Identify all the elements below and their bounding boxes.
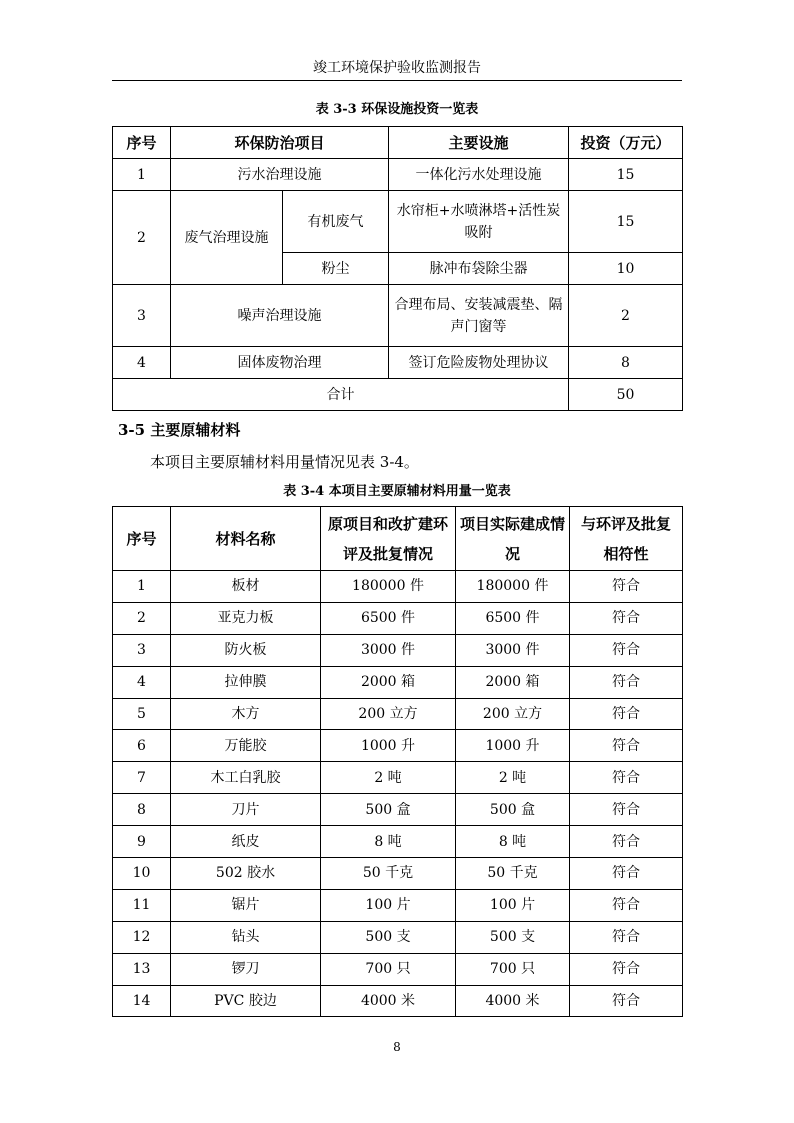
cell-no: 12: [113, 921, 171, 953]
cell-planned: 2000 箱: [321, 666, 456, 698]
cell-no: 14: [113, 985, 171, 1017]
cell-material-name: 纸皮: [171, 826, 321, 858]
cell-compliance: 符合: [570, 985, 683, 1017]
table-row: [113, 858, 683, 890]
cell-no: 4: [113, 347, 171, 379]
cell-material-name: PVC 胶边: [171, 985, 321, 1017]
cell-material-name: 钻头: [171, 921, 321, 953]
environmental-investment-table: [112, 126, 683, 411]
table-row: [113, 285, 683, 347]
cell-material-name: 木方: [171, 698, 321, 730]
header-facility: 主要设施: [389, 127, 569, 159]
cell-project: 废气治理设施: [171, 191, 283, 285]
page-number: 8: [393, 1040, 401, 1054]
header-actual: 项目实际建成情况: [456, 507, 570, 571]
cell-material-name: 万能胶: [171, 730, 321, 762]
cell-planned: 700 只: [321, 953, 456, 985]
header-material-name: 材料名称: [171, 507, 321, 571]
cell-investment: 8: [569, 347, 683, 379]
table-row: [113, 191, 683, 253]
table-3-4-caption: 表 3-4 本项目主要原辅材料用量一览表: [283, 484, 511, 499]
table-row: [113, 571, 683, 603]
header-project: 环保防治项目: [171, 127, 389, 159]
cell-facility: 水帘柜+水喷淋塔+活性炭吸附: [389, 191, 569, 253]
cell-subproject: 粉尘: [283, 253, 389, 285]
cell-no: 2: [113, 191, 171, 285]
cell-facility: 签订危险废物处理协议: [389, 347, 569, 379]
cell-material-name: 亚克力板: [171, 602, 321, 634]
section-heading: 3-5 主要原辅材料: [118, 421, 241, 439]
cell-material-name: 刀片: [171, 794, 321, 826]
cell-planned: 500 盒: [321, 794, 456, 826]
cell-investment: 15: [569, 159, 683, 191]
cell-compliance: 符合: [570, 794, 683, 826]
section-body-text: 本项目主要原辅材料用量情况见表 3-4。: [150, 453, 419, 471]
cell-planned: 200 立方: [321, 698, 456, 730]
cell-material-name: 锯片: [171, 889, 321, 921]
cell-facility: 一体化污水处理设施: [389, 159, 569, 191]
cell-material-name: 锣刀: [171, 953, 321, 985]
table-row: [113, 985, 683, 1017]
header-planned: 原项目和改扩建环评及批复情况: [321, 507, 456, 571]
cell-compliance: 符合: [570, 921, 683, 953]
table-3-3-caption: 表 3-3 环保设施投资一览表: [315, 102, 479, 117]
table-row: [113, 698, 683, 730]
cell-no: 9: [113, 826, 171, 858]
cell-planned: 4000 米: [321, 985, 456, 1017]
table-row: [113, 347, 683, 379]
header-compliance: 与环评及批复相符性: [570, 507, 683, 571]
table-header-row: [113, 127, 683, 159]
cell-no: 1: [113, 571, 171, 603]
cell-planned: 180000 件: [321, 571, 456, 603]
table-row: [113, 730, 683, 762]
cell-subproject: 有机废气: [283, 191, 389, 253]
cell-material-name: 板材: [171, 571, 321, 603]
table-row: [113, 602, 683, 634]
raw-materials-table: [112, 506, 683, 1017]
cell-actual: 500 盒: [456, 794, 570, 826]
cell-planned: 3000 件: [321, 634, 456, 666]
cell-actual: 8 吨: [456, 826, 570, 858]
cell-no: 4: [113, 666, 171, 698]
cell-actual: 4000 米: [456, 985, 570, 1017]
cell-actual: 500 支: [456, 921, 570, 953]
table-row: [113, 794, 683, 826]
cell-material-name: 防火板: [171, 634, 321, 666]
cell-actual: 200 立方: [456, 698, 570, 730]
raw-materials-table-body: [113, 571, 683, 1017]
cell-no: 6: [113, 730, 171, 762]
cell-compliance: 符合: [570, 666, 683, 698]
cell-actual: 1000 升: [456, 730, 570, 762]
table-row: [113, 826, 683, 858]
header-investment: 投资（万元）: [569, 127, 683, 159]
cell-compliance: 符合: [570, 953, 683, 985]
cell-planned: 2 吨: [321, 762, 456, 794]
header-no: 序号: [113, 127, 171, 159]
cell-actual: 50 千克: [456, 858, 570, 890]
cell-no: 1: [113, 159, 171, 191]
table-row: [113, 762, 683, 794]
cell-no: 7: [113, 762, 171, 794]
cell-planned: 500 支: [321, 921, 456, 953]
cell-planned: 6500 件: [321, 602, 456, 634]
cell-compliance: 符合: [570, 762, 683, 794]
cell-actual: 100 片: [456, 889, 570, 921]
cell-material-name: 502 胶水: [171, 858, 321, 890]
cell-compliance: 符合: [570, 889, 683, 921]
cell-no: 2: [113, 602, 171, 634]
cell-material-name: 木工白乳胶: [171, 762, 321, 794]
table-total-row: [113, 379, 683, 411]
cell-compliance: 符合: [570, 571, 683, 603]
cell-compliance: 符合: [570, 602, 683, 634]
total-value: 50: [569, 379, 683, 411]
cell-planned: 100 片: [321, 889, 456, 921]
cell-actual: 180000 件: [456, 571, 570, 603]
cell-compliance: 符合: [570, 858, 683, 890]
table-row: [113, 953, 683, 985]
cell-project: 固体废物治理: [171, 347, 389, 379]
cell-compliance: 符合: [570, 634, 683, 666]
cell-project: 污水治理设施: [171, 159, 389, 191]
cell-no: 3: [113, 285, 171, 347]
cell-no: 10: [113, 858, 171, 890]
cell-investment: 15: [569, 191, 683, 253]
cell-no: 8: [113, 794, 171, 826]
table-row: [113, 666, 683, 698]
cell-no: 11: [113, 889, 171, 921]
cell-actual: 3000 件: [456, 634, 570, 666]
table-row: [113, 889, 683, 921]
total-label: 合计: [113, 379, 569, 411]
running-header: 竣工环境保护验收监测报告: [112, 56, 682, 81]
header-no: 序号: [113, 507, 171, 571]
cell-planned: 8 吨: [321, 826, 456, 858]
cell-planned: 1000 升: [321, 730, 456, 762]
table-header-row: [113, 507, 683, 571]
cell-actual: 2 吨: [456, 762, 570, 794]
table-row: [113, 921, 683, 953]
cell-project: 噪声治理设施: [171, 285, 389, 347]
cell-actual: 6500 件: [456, 602, 570, 634]
cell-compliance: 符合: [570, 730, 683, 762]
cell-actual: 700 只: [456, 953, 570, 985]
table-row: [113, 159, 683, 191]
cell-no: 5: [113, 698, 171, 730]
cell-material-name: 拉伸膜: [171, 666, 321, 698]
cell-facility: 脉冲布袋除尘器: [389, 253, 569, 285]
cell-compliance: 符合: [570, 826, 683, 858]
cell-investment: 2: [569, 285, 683, 347]
table-row: [113, 634, 683, 666]
cell-investment: 10: [569, 253, 683, 285]
cell-compliance: 符合: [570, 698, 683, 730]
cell-planned: 50 千克: [321, 858, 456, 890]
cell-no: 3: [113, 634, 171, 666]
cell-facility: 合理布局、安装减震垫、隔声门窗等: [389, 285, 569, 347]
cell-actual: 2000 箱: [456, 666, 570, 698]
cell-no: 13: [113, 953, 171, 985]
